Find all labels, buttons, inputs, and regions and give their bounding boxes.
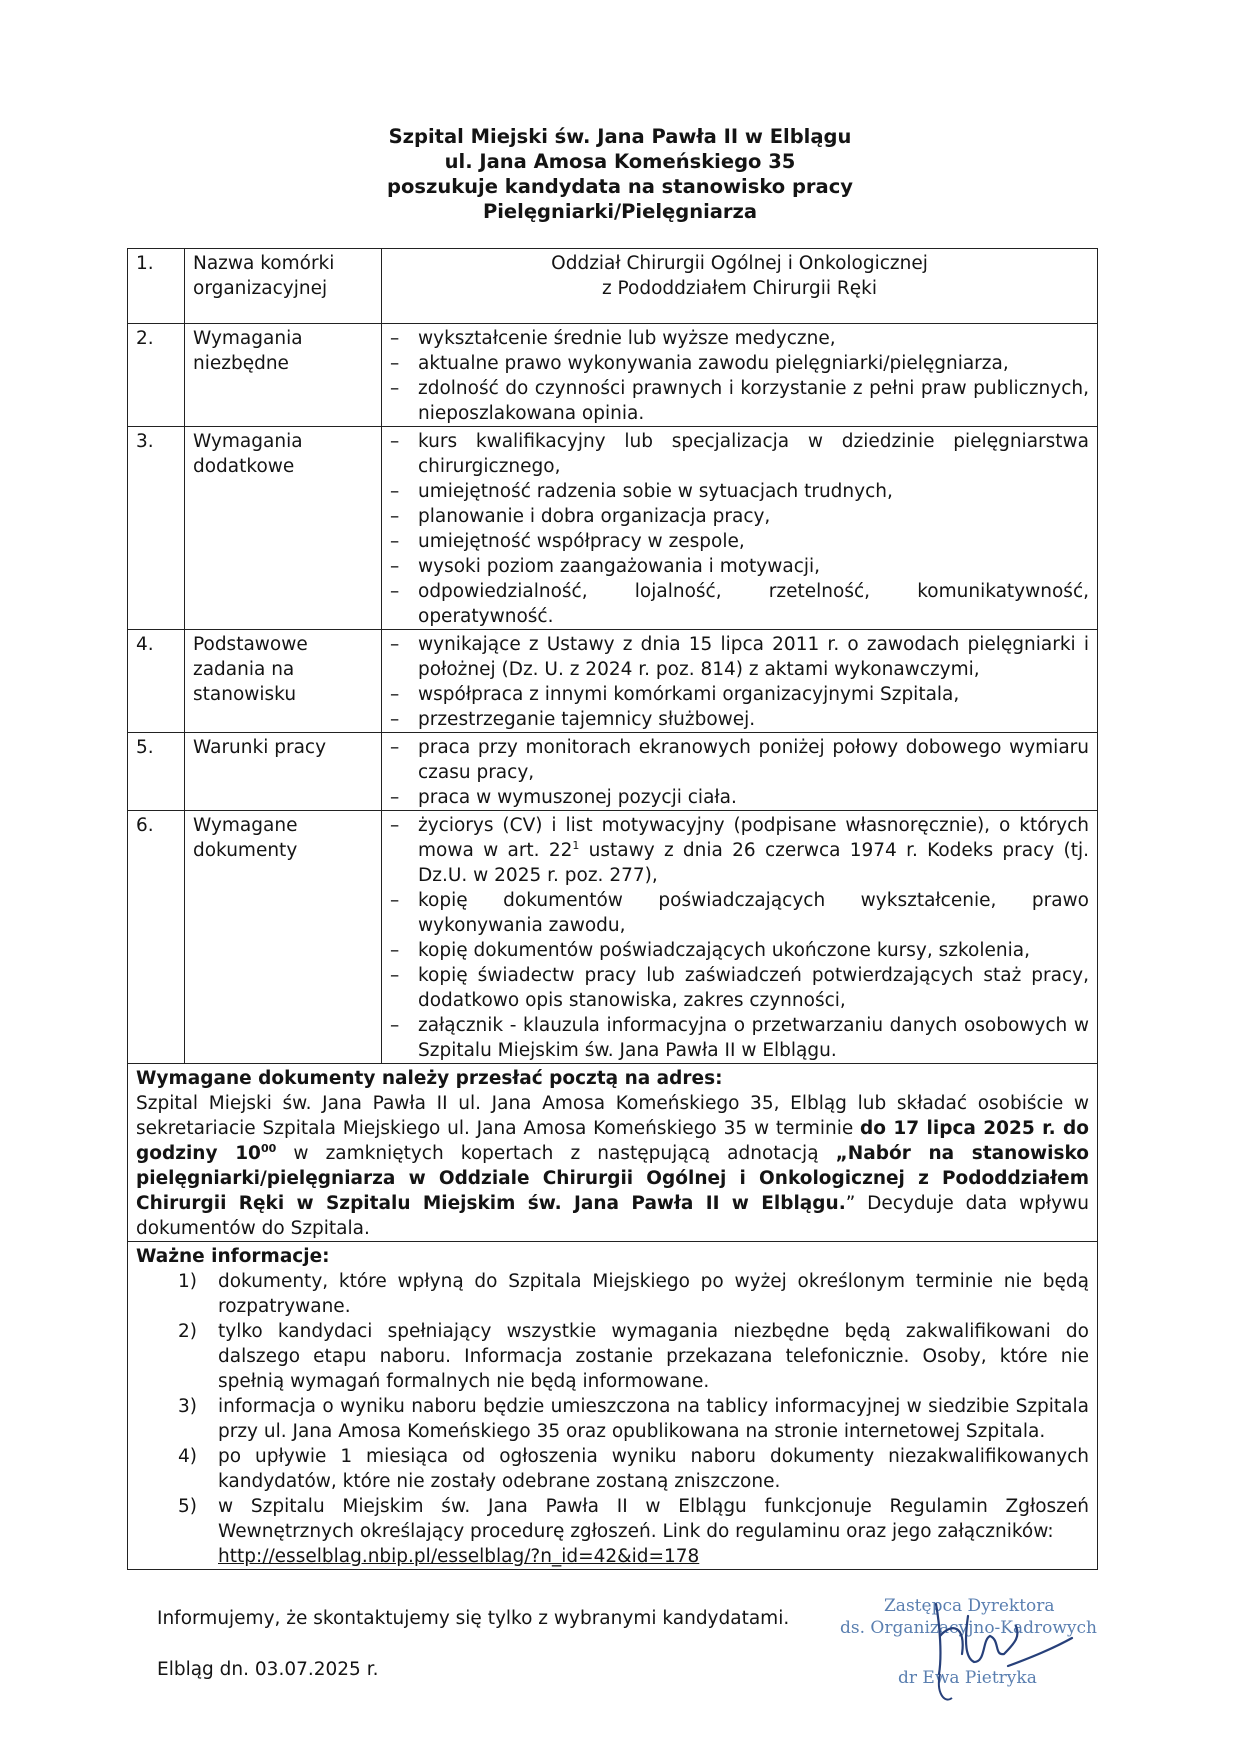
stamp-line-2: ds. Organizacyjno-Kadrowych [840,1618,1098,1638]
list-item: – praca przy monitorach ekranowych poniżej połowy dobowego wymiaru czasu pracy, [390,735,1089,785]
stamp-line-1: Zastępca Dyrektora [884,1596,1055,1616]
submission-text-2: w zamkniętych kopertach z następującą adnotacją [276,1143,836,1164]
row-label: Nazwa komórki organizacyjnej [185,249,382,324]
list-item: – wykształcenie średnie lub wyższe medyczne, [390,326,1089,351]
list-item: – kopię dokumentów poświadczających ukończone kursy, szkolenia, [390,938,1089,963]
list-item [136,1269,1089,1319]
list-item [390,813,1089,888]
row-number: 3. [128,427,185,630]
item-text: po upływie 1 miesiąca od ogłoszenia wyniku naboru dokumenty niezakwalifikowanych kandydatów, które nie zostały odebrane zostaną zniszczone. [218,1446,1089,1492]
regulations-link[interactable]: http://esselblag.nbip.pl/esselblag/?n_id=42&id=178 [218,1546,700,1567]
cv-text-b: ustawy z dnia 26 czerwca 1974 r. Kodeks pracy (tj. Dz.U. w 2025 r. poz. 277), [418,840,1089,886]
handwritten-signature-icon [840,1596,1100,1706]
row-value [382,324,1098,427]
submission-text-1: Szpital Miejski św. Jana Pawła II ul. Jana Amosa Komeńskiego 35, Elbląg lub składać osobiście w sekretariacie Szpitala Miejskiego ul. Jana Amosa Komeńskiego 35 w terminie [136,1093,1089,1139]
table-row [128,324,1098,427]
row-label: Wymagania niezbędne [185,324,382,427]
row-label: Warunki pracy [185,733,382,811]
table-row [128,249,1098,324]
item-text: tylko kandydaci spełniający wszystkie wymagania niezbędne będą zakwalifikowani do dalszego etapu naboru. Informacja zostanie przekazana telefonicznie. Osoby, które nie spełnią wymagań formalnych nie będą informowane. [218,1321,1089,1392]
row-number: 5. [128,733,185,811]
info-section [128,1242,1098,1570]
work-conditions-list [390,735,1089,810]
position-title: Pielęgniarki/Pielęgniarza [482,200,758,223]
unit-name-line2: z Pododdziałem Chirurgii Ręki [601,278,878,299]
envelope-annotation: „Nabór na stanowisko pielęgniarki/pielęgniarza w Oddziale Chirurgii Ogólnej i Onkologicznej z Pododdziałem Chirurgii Ręki w Szpitalu Miejskim św. Jana Pawła II w Elblągu. [136,1143,1089,1214]
requirements-list [390,326,1089,426]
list-item: – umiejętność współpracy w zespole, [390,529,1089,554]
row-value [382,630,1098,733]
list-item [136,1394,1089,1444]
additional-requirements-list [390,429,1089,629]
list-item: – współpraca z innymi komórkami organizacyjnymi Szpitala, [390,682,1089,707]
item-number: 4) [178,1446,197,1467]
item-text: informacja o wyniku naboru będzie umieszczona na tablicy informacyjnej w siedzibie Szpitala przy ul. Jana Amosa Komeńskiego 35 oraz opublikowana na stronie internetowej Szpitala. [218,1396,1089,1442]
row-number: 1. [128,249,185,324]
list-item: – planowanie i dobra organizacja pracy, [390,504,1089,529]
list-item [136,1319,1089,1394]
list-item: – kopię dokumentów poświadczających wykształcenie, prawo wykonywania zawodu, [390,888,1089,938]
list-item: – odpowiedzialność, lojalność, rzetelność, komunikatywność, operatywność. [390,579,1089,629]
list-item: – wynikające z Ustawy z dnia 15 lipca 2011 r. o zawodach pielęgniarki i położnej (Dz. U. z 2024 r. poz. 814) z aktami wykonawczymi, [390,632,1089,682]
list-item: – załącznik - klauzula informacyjna o przetwarzaniu danych osobowych w Szpitalu Miejskim św. Jana Pawła II w Elblągu. [390,1013,1089,1063]
item-text: w Szpitalu Miejskim św. Jana Pawła II w Elblągu funkcjonuje Regulamin Zgłoszeń Wewnętrznych określający procedurę zgłoszeń. Link do regulaminu oraz jego załączników: [218,1496,1089,1542]
row-number: 2. [128,324,185,427]
list-item: – przestrzeganie tajemnicy służbowej. [390,707,1089,732]
tasks-list [390,632,1089,732]
table-row [128,811,1098,1064]
submission-section [128,1064,1098,1242]
header-intro: poszukuje kandydata na stanowisko pracy [387,175,853,198]
cv-text-a: życiorys (CV) i list motywacyjny (podpisane własnoręcznie), o których mowa w art. 22 [418,815,1089,861]
contact-note: Informujemy, że skontaktujemy się tylko z wybranymi kandydatami. [157,1608,790,1629]
row-value [382,249,1098,324]
deadline-minutes: 00 [260,1141,277,1155]
document-header [0,124,1240,224]
documents-list [390,813,1089,1063]
table-row [128,630,1098,733]
row-value [382,811,1098,1064]
list-item: – umiejętność radzenia sobie w sytuacjach trudnych, [390,479,1089,504]
info-heading: Ważne informacje: [136,1246,330,1267]
list-item: – zdolność do czynności prawnych i korzystanie z pełni praw publicznych, nieposzlakowana opinia. [390,376,1089,426]
submission-text [136,1091,1089,1241]
submission-text-3: ” Decyduje data wpływu dokumentów do Szpitala. [136,1193,1089,1239]
list-item: – wysoki poziom zaangażowania i motywacji, [390,554,1089,579]
info-row [128,1242,1098,1570]
list-item: – aktualne prawo wykonywania zawodu pielęgniarki/pielęgniarza, [390,351,1089,376]
unit-name-line1: Oddział Chirurgii Ogólnej i Onkologicznej [551,253,928,274]
list-item [136,1494,1089,1569]
list-item: – kopię świadectw pracy lub zaświadczeń potwierdzających staż pracy, dodatkowo opis stanowiska, zakres czynności, [390,963,1089,1013]
hospital-name: Szpital Miejski św. Jana Pawła II w Elblągu [388,125,852,148]
superscript: 1 [572,838,580,852]
info-list [136,1269,1089,1569]
hospital-address: ul. Jana Amosa Komeńskiego 35 [444,150,796,173]
list-item: – praca w wymuszonej pozycji ciała. [390,785,1089,810]
item-number: 5) [178,1496,197,1517]
row-number: 4. [128,630,185,733]
row-number: 6. [128,811,185,1064]
item-number: 1) [178,1271,197,1292]
row-label: Wymagania dodatkowe [185,427,382,630]
list-item [136,1444,1089,1494]
stamp-line-3: dr Ewa Pietryka [898,1668,1037,1688]
item-text: dokumenty, które wpłyną do Szpitala Miejskiego po wyżej określonym terminie nie będą rozpatrywane. [218,1271,1089,1317]
signature-stamp [840,1596,1100,1706]
job-offer-table [127,248,1098,1570]
table-row [128,733,1098,811]
row-value [382,427,1098,630]
issue-date: Elbląg dn. 03.07.2025 r. [157,1659,379,1680]
item-number: 2) [178,1321,197,1342]
table-row [128,427,1098,630]
item-number: 3) [178,1396,197,1417]
row-label: Podstawowe zadania na stanowisku [185,630,382,733]
list-item: – kurs kwalifikacyjny lub specjalizacja w dziedzinie pielęgniarstwa chirurgicznego, [390,429,1089,479]
submission-row [128,1064,1098,1242]
row-value [382,733,1098,811]
row-label: Wymagane dokumenty [185,811,382,1064]
deadline: do 17 lipca 2025 r. do godziny 10 [136,1118,1089,1164]
submission-heading: Wymagane dokumenty należy przesłać pocztą na adres: [136,1068,723,1089]
